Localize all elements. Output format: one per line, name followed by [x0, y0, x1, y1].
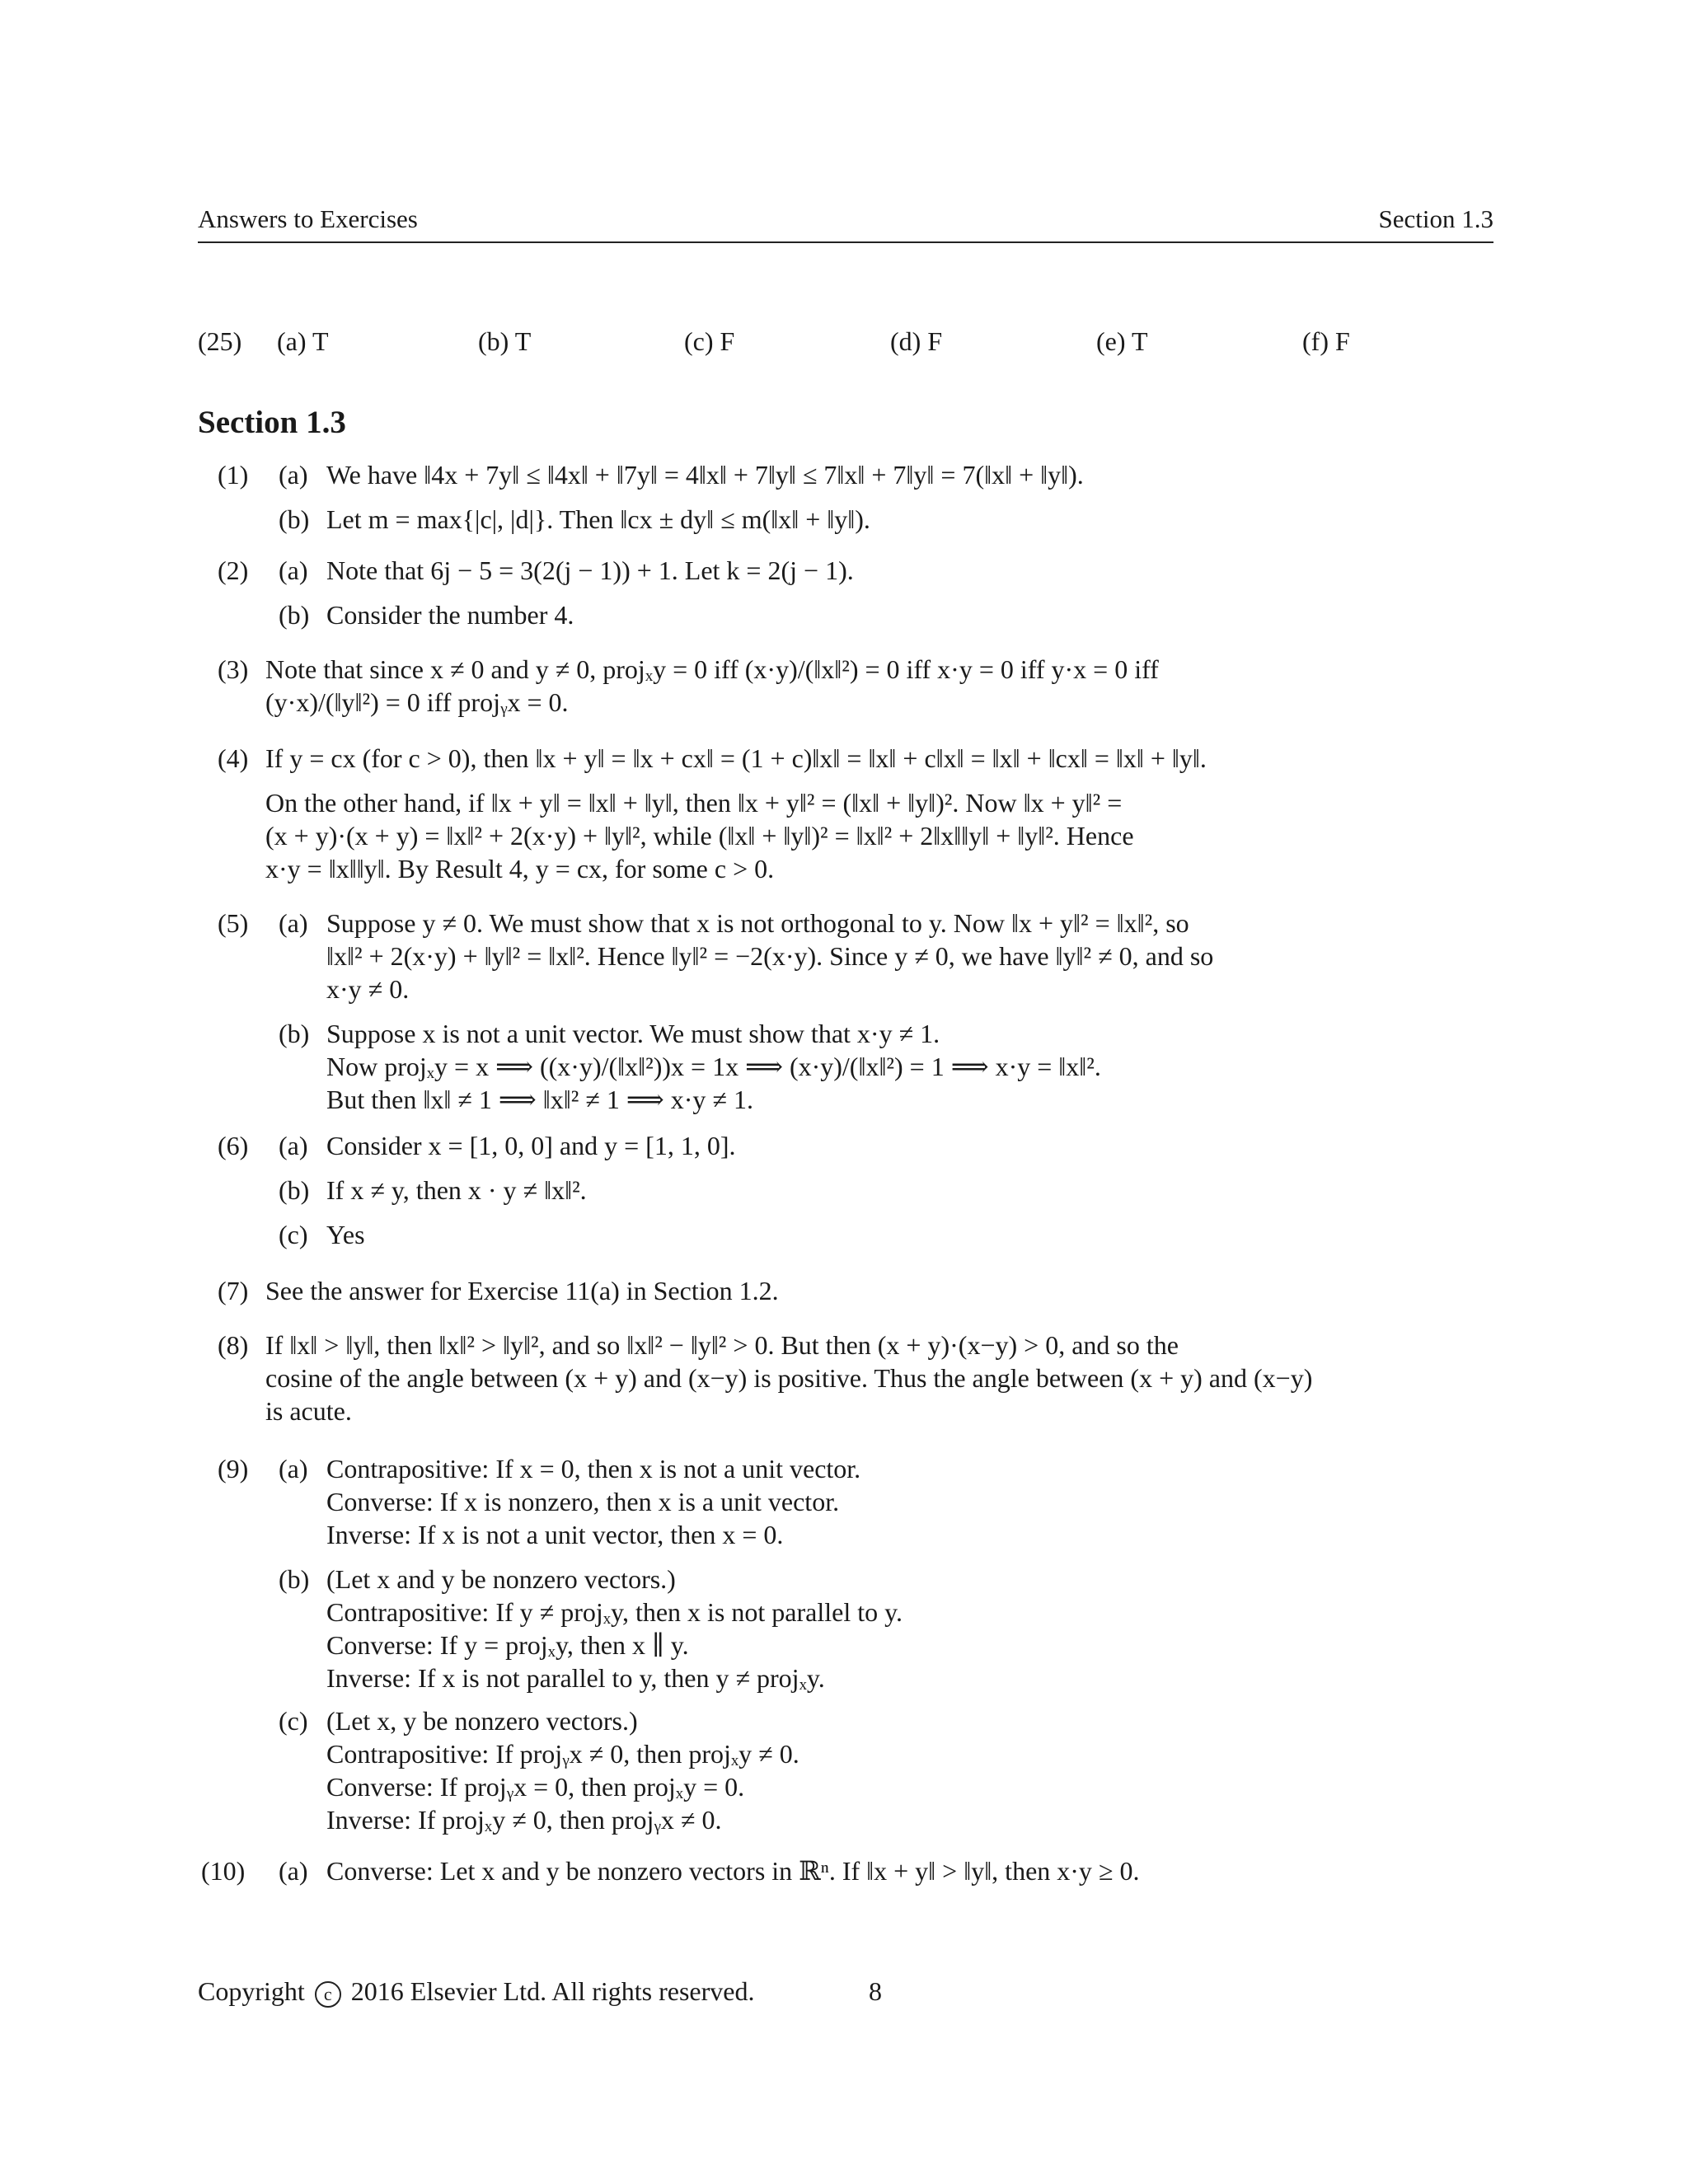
exercise-label: (6): [218, 1131, 249, 1160]
text-line: We have ‖4x + 7y‖ ≤ ‖4x‖ + ‖7y‖ = 4‖x‖ + 7‖y‖ ≤ 7‖x‖ + 7‖y‖ = 7(‖x‖ + ‖y‖).: [326, 460, 1084, 490]
copyright-label: Copyright: [198, 1976, 305, 2006]
exercise-9: [198, 1452, 1493, 1835]
part-text: [326, 1129, 1493, 1162]
part-text: [326, 1218, 1493, 1251]
exercise-10: [198, 1854, 1493, 1887]
text-line: See the answer for Exercise 11(a) in Section 1.2.: [265, 1276, 779, 1305]
part-text: [326, 907, 1493, 1005]
text-line: If x ≠ y, then x · y ≠ ‖x‖².: [326, 1175, 587, 1205]
exercise-label: (4): [218, 743, 249, 773]
text-line: (Let x, y be nonzero vectors.): [326, 1706, 638, 1736]
exercise-4: [198, 742, 1493, 890]
part-label: (c): [279, 1220, 308, 1249]
part-label: (c): [279, 1706, 308, 1736]
answer-e: (e) T: [1096, 326, 1148, 356]
part-text: [326, 1017, 1493, 1116]
part-label: (a): [279, 460, 308, 490]
header-rule: [198, 241, 1493, 243]
copyright-symbol-icon: c: [315, 1981, 341, 2008]
part-text: [326, 598, 1493, 631]
text-line: Suppose x is not a unit vector. We must show that x·y ≠ 1.: [326, 1019, 940, 1048]
part-text: [326, 1854, 1493, 1887]
part-label: (a): [279, 1454, 308, 1483]
exercise-label: (10): [201, 1856, 246, 1886]
text-line: x·y ≠ 0.: [326, 974, 410, 1004]
part-text: [326, 1174, 1493, 1207]
part-label: (b): [279, 504, 310, 534]
exercise-7: [198, 1274, 1493, 1307]
text-line: x·y = ‖x‖‖y‖. By Result 4, y = cx, for some c > 0.: [265, 854, 775, 883]
part-text: [326, 1704, 1493, 1836]
text-line: (Let x and y be nonzero vectors.): [326, 1564, 676, 1594]
answer-c: (c) F: [684, 326, 735, 356]
exercise-label: (9): [218, 1454, 249, 1483]
answer-d: (d) F: [890, 326, 943, 356]
section-title: Section 1.3: [198, 405, 346, 440]
text-line: On the other hand, if ‖x + y‖ = ‖x‖ + ‖y‖, then ‖x + y‖² = (‖x‖ + ‖y‖)². Now ‖x + y‖² =: [265, 788, 1123, 818]
answer-a: (a) T: [277, 326, 329, 356]
part-text: [326, 458, 1493, 491]
text-line: Now projₓy = x ⟹ ((x·y)/(‖x‖²))x = 1x ⟹ (x·y)/(‖x‖²) = 1 ⟹ x·y = ‖x‖².: [326, 1052, 1101, 1081]
text-line: Converse: If projᵧx = 0, then projₓy = 0.: [326, 1772, 745, 1802]
part-text: [326, 1452, 1493, 1551]
part-text: [326, 1563, 1493, 1694]
part-text: [326, 554, 1493, 587]
exercise-label: (8): [218, 1330, 249, 1360]
exercise-text: [265, 1274, 1493, 1307]
text-line: Contrapositive: If y ≠ projₓy, then x is not parallel to y.: [326, 1597, 903, 1627]
text-line: Yes: [326, 1220, 365, 1249]
text-line: Let m = max{|c|, |d|}. Then ‖cx ± dy‖ ≤ m(‖x‖ + ‖y‖).: [326, 504, 870, 534]
text-line: Converse: Let x and y be nonzero vectors in ℝⁿ. If ‖x + y‖ > ‖y‖, then x·y ≥ 0.: [326, 1856, 1140, 1886]
exercise-label: (25): [198, 326, 242, 356]
exercise-8: [198, 1329, 1493, 1429]
text-line: Converse: If y = projₓy, then x ∥ y.: [326, 1630, 689, 1660]
part-label: (b): [279, 1175, 310, 1205]
text-line: Consider x = [1, 0, 0] and y = [1, 1, 0].: [326, 1131, 736, 1160]
text-line: Note that since x ≠ 0 and y ≠ 0, projₓy = 0 iff (x·y)/(‖x‖²) = 0 iff x·y = 0 iff y·x = 0 iff: [265, 654, 1159, 684]
text-line: ‖x‖² + 2(x·y) + ‖y‖² = ‖x‖². Hence ‖y‖² = −2(x·y). Since y ≠ 0, we have ‖y‖² ≠ 0, and so: [326, 941, 1214, 971]
text-line: Converse: If x is nonzero, then x is a unit vector.: [326, 1487, 840, 1516]
text-line: If ‖x‖ > ‖y‖, then ‖x‖² > ‖y‖², and so ‖x‖² − ‖y‖² > 0. But then (x + y)·(x−y) > 0, and so the: [265, 1330, 1179, 1360]
text-line: Suppose y ≠ 0. We must show that x is not orthogonal to y. Now ‖x + y‖² = ‖x‖², so: [326, 908, 1189, 938]
text-line: cosine of the angle between (x + y) and (x−y) is positive. Thus the angle between (x + y) and (x−y): [265, 1363, 1313, 1393]
running-header: [198, 204, 1493, 234]
copyright-text: 2016 Elsevier Ltd. All rights reserved.: [350, 1976, 755, 2006]
text-line: Consider the number 4.: [326, 600, 574, 630]
exercise-label: (3): [218, 654, 249, 684]
exercise-1: [198, 458, 1493, 532]
page-footer: [198, 1976, 882, 2008]
exercise-2: [198, 554, 1493, 631]
text-line: Inverse: If x is not parallel to y, then y ≠ projₓy.: [326, 1663, 825, 1693]
header-right: Section 1.3: [1378, 204, 1493, 233]
exercise-label: (7): [218, 1276, 249, 1305]
text-line: Note that 6j − 5 = 3(2(j − 1)) + 1. Let k = 2(j − 1).: [326, 555, 854, 585]
exercise-text: [265, 1329, 1493, 1427]
text-line: (x + y)·(x + y) = ‖x‖² + 2(x·y) + ‖y‖², while (‖x‖ + ‖y‖)² = ‖x‖² + 2‖x‖‖y‖ + ‖y‖². Hence: [265, 821, 1134, 851]
exercise-5: [198, 907, 1493, 1121]
part-label: (a): [279, 1131, 308, 1160]
exercise-label: (1): [218, 460, 249, 490]
exercise-3: [198, 653, 1493, 720]
part-text: [326, 503, 1493, 536]
part-label: (a): [279, 908, 308, 938]
exercise-6: [198, 1129, 1493, 1253]
exercise-text: [265, 653, 1493, 719]
text-line: But then ‖x‖ ≠ 1 ⟹ ‖x‖² ≠ 1 ⟹ x·y ≠ 1.: [326, 1085, 753, 1114]
page-number: 8: [869, 1976, 882, 2006]
text-line: is acute.: [265, 1396, 352, 1426]
exercise-text: [265, 742, 1493, 885]
text-line: Contrapositive: If x = 0, then x is not a unit vector.: [326, 1454, 861, 1483]
part-label: (a): [279, 1856, 308, 1886]
part-label: (b): [279, 1564, 310, 1594]
part-label: (a): [279, 555, 308, 585]
text-line: Inverse: If x is not a unit vector, then x = 0.: [326, 1520, 784, 1549]
part-label: (b): [279, 1019, 310, 1048]
exercise-label: (2): [218, 555, 249, 585]
answer-b: (b) T: [478, 326, 532, 356]
text-line: (y·x)/(‖y‖²) = 0 iff projᵧx = 0.: [265, 687, 569, 717]
header-left: Answers to Exercises: [198, 204, 418, 233]
text-line: Inverse: If projₓy ≠ 0, then projᵧx ≠ 0.: [326, 1805, 722, 1835]
text-line: If y = cx (for c > 0), then ‖x + y‖ = ‖x + cx‖ = (1 + c)‖x‖ = ‖x‖ + c‖x‖ = ‖x‖ + ‖cx‖ = ‖x‖ + ‖y‖.: [265, 743, 1207, 773]
answer-f: (f) F: [1302, 326, 1350, 356]
part-label: (b): [279, 600, 310, 630]
exercise-label: (5): [218, 908, 249, 938]
text-line: Contrapositive: If projᵧx ≠ 0, then projₓy ≠ 0.: [326, 1739, 799, 1769]
